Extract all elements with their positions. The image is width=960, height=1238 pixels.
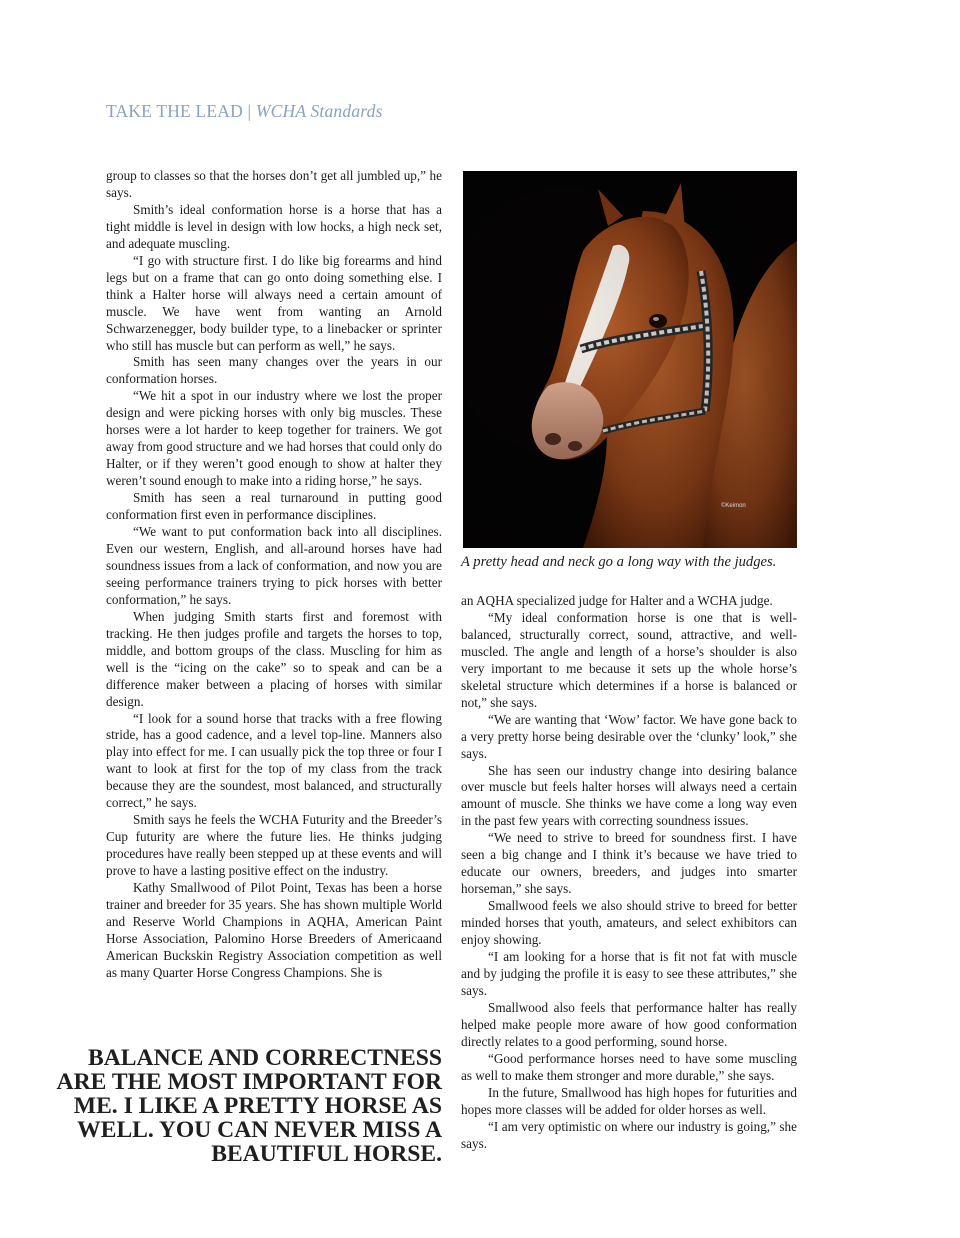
paragraph: “Good performance horses need to have some muscling as well to make them stronger and more durable,” she says.	[461, 1050, 797, 1083]
paragraph: group to classes so that the horses don’t get all jumbled up,” he says.	[106, 168, 442, 200]
section-header	[106, 101, 383, 122]
paragraph: “My ideal conformation horse is one that is well-balanced, structurally correct, sound, attractive, and well-muscled. The angle and length of a horse’s shoulder is also very important to me because it sets up the whole horse’s skeletal structure which determines if a horse is balanced or not,” she says.	[461, 609, 797, 710]
paragraph: Smith says he feels the WCHA Futurity and the Breeder’s Cup futurity are where the future lies. He thinks judging procedures have really been stepped up at these events and will prove to have a lasting positive effect on the industry.	[106, 812, 442, 879]
paragraph: Smith has seen a real turnaround in putting good conformation first even in performance disciplines.	[106, 490, 442, 523]
horse-photo	[463, 171, 797, 548]
paragraph: Kathy Smallwood of Pilot Point, Texas has been a horse trainer and breeder for 35 years. She has shown multiple World and Reserve World Champions in AQHA, American Paint Horse Association, Palomino Horse Breeders of Americaand American Buckskin Registry Association competition as well as many Quarter Horse Congress Champions. She is	[106, 880, 442, 980]
section-title: TAKE THE LEAD	[106, 101, 243, 121]
paragraph: Smallwood feels we also should strive to breed for better minded horses that youth, amateurs, and select exhibitors can enjoy showing.	[461, 898, 797, 948]
paragraph: Smith has seen many changes over the years in our conformation horses.	[106, 354, 442, 387]
paragraph: She has seen our industry change into desiring balance over muscle but feels halter horses will always need a certain amount of muscle. She thinks we have come a long way even in the past few years with correcting soundness issues.	[461, 762, 797, 829]
header-separator: |	[242, 101, 256, 121]
left-article-column	[106, 168, 442, 982]
paragraph: an AQHA specialized judge for Halter and a WCHA judge.	[461, 593, 773, 608]
paragraph: “We want to put conformation back into all disciplines. Even our western, English, and all-around horses have had soundness issues from a lack of conformation, and now you are seeing performance trainers trying to pick horses with better conformation,” he says.	[106, 524, 442, 607]
paragraph: Smith’s ideal conformation horse is a horse that has a tight middle is level in design with low hocks, a high neck set, and adequate muscling.	[106, 201, 442, 251]
paragraph: Smallwood also feels that performance halter has really helped make people more aware of how good conformation directly relates to a good performing, sound horse.	[461, 999, 797, 1049]
photo-credit: ©Keimon	[721, 503, 746, 509]
paragraph: “I am looking for a horse that is fit not fat with muscle and by judging the profile it is easy to see these attributes,” she says.	[461, 949, 797, 998]
paragraph: In the future, Smallwood has high hopes for futurities and hopes more classes will be added for older horses as well.	[461, 1084, 797, 1117]
paragraph: “We are wanting that ‘Wow’ factor. We have gone back to a very pretty horse being desirable over the ‘clunky’ look,” she says.	[461, 711, 797, 761]
paragraph: “We need to strive to breed for soundness first. I have seen a big change and I think it’s because we have tried to educate our owners, breeders, and judges into smarter horseman,” she says.	[461, 830, 797, 897]
paragraph: “I go with structure first. I do like big forearms and hind legs but on a frame that can go onto doing something else. I think a Halter horse will always need a certain amount of muscle. We have went from wanting an Arnold Schwarzenegger, body builder type, to a linebacker or sprinter who still has muscle but can perform as well,” he says.	[106, 252, 442, 353]
section-subtitle: WCHA Standards	[255, 101, 383, 121]
horse-illustration	[463, 171, 797, 548]
paragraph: When judging Smith starts first and foremost with tracking. He then judges profile and targets the horses to top, middle, and bottom groups of the class. Muscling for him as well is the “icing on the cake” so to speak and can be a difference maker between a placing of horses with similar design.	[106, 608, 442, 709]
photo-caption: A pretty head and neck go a long way with the judges.	[461, 554, 777, 570]
pull-quote: BALANCE AND CORRECTNESS ARE THE MOST IMPORTANT FOR ME. I LIKE A PRETTY HORSE AS WELL. YOU CAN NEVER MISS A BEAUTIFUL HORSE.	[56, 1045, 442, 1167]
paragraph: “We hit a spot in our industry where we lost the proper design and were picking horses with only big muscles. These horses were a lot harder to keep together for trainers. We got away from good structure and we had horses that could only do Halter, or if they weren’t good enough to show at halter they weren’t sound enough to make into a riding horse,” he says.	[106, 388, 442, 489]
right-article-column	[461, 593, 797, 1152]
paragraph: “I look for a sound horse that tracks with a free flowing stride, has a good cadence, and a level top-line. Manners also play into effect for me. I can usually pick the top three or four I want to look at first for the top of my class from the track because they are the soundest, most balanced, and structurally correct,” he says.	[106, 710, 442, 811]
paragraph: “I am very optimistic on where our industry is going,” she says.	[461, 1118, 797, 1151]
